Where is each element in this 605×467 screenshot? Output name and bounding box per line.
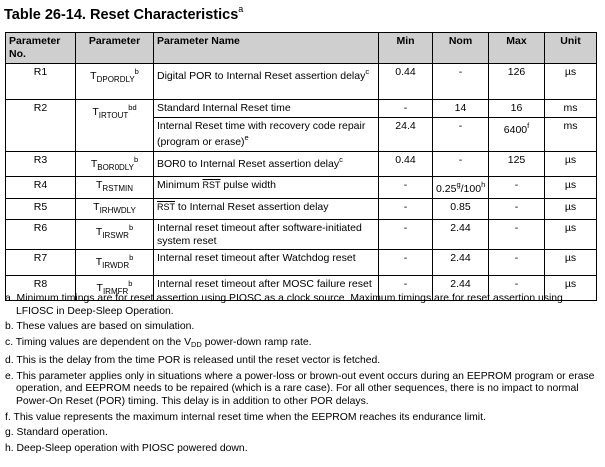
title-footnote-ref: a <box>238 4 244 14</box>
table-row-r4 <box>6 177 597 199</box>
param-unit: µs <box>545 275 597 301</box>
param-nom: 2.44 <box>433 250 489 276</box>
param-name: Minimum $\overline{RST}$ pulse width <box>154 177 379 199</box>
param-min: - <box>379 275 433 301</box>
table-title: Table 26-14. Reset Characteristics$^a$ <box>4 4 244 23</box>
param-no: R7 <box>6 250 76 276</box>
header-param-no: Parameter No. <box>6 33 76 64</box>
param-name: Standard Internal Reset time <box>154 100 379 118</box>
param-nom: 2.44 <box>433 275 489 301</box>
table-row-r3 <box>6 151 597 177</box>
param-unit: µs <box>545 151 597 177</box>
param-symbol: $T_{BOR0DLY}^b$ <box>76 151 154 177</box>
param-name: Internal Reset time with recovery code repair (program or erase)$^e$ <box>154 117 379 151</box>
param-no: R4 <box>6 177 76 199</box>
param-nom: 0.25$^g$/100$^h$ <box>433 177 489 199</box>
table-row-r7 <box>6 250 597 276</box>
param-max: 126 <box>489 64 545 100</box>
param-min: - <box>379 177 433 199</box>
table-row-r5 <box>6 198 597 220</box>
param-unit: µs <box>545 64 597 100</box>
footnotes <box>5 293 597 459</box>
param-symbol: $T_{RSTMIN}$ <box>76 177 154 199</box>
param-unit: ms <box>545 100 597 118</box>
param-symbol: $T_{IRSWR}^b$ <box>76 220 154 250</box>
header-min: Min <box>379 33 433 64</box>
footnote-a: a. Minimum timings are for reset assertion using PIOSC as a clock source. Maximum timings are for reset assertion using LFIOSC in Deep-Sleep Operation. <box>5 293 563 317</box>
param-max: 16 <box>489 100 545 118</box>
header-row <box>6 33 597 64</box>
footnote-b: b. These values are based on simulation. <box>5 321 195 333</box>
param-no: R3 <box>6 151 76 177</box>
param-max: 125 <box>489 151 545 177</box>
header-unit: Unit <box>545 33 597 64</box>
param-min: - <box>379 250 433 276</box>
param-unit: µs <box>545 198 597 220</box>
param-name: $\overline{RST}$ to Internal Reset assertion delay <box>154 198 379 220</box>
param-name: BOR0 to Internal Reset assertion delay$^c$ <box>154 151 379 177</box>
param-max: 6400$^f$ <box>489 117 545 151</box>
param-max: - <box>489 220 545 250</box>
param-min: 0.44 <box>379 151 433 177</box>
header-parameter: Parameter <box>76 33 154 64</box>
param-unit: µs <box>545 177 597 199</box>
param-nom: 14 <box>433 100 489 118</box>
param-nom: - <box>433 117 489 151</box>
param-no: R1 <box>6 64 76 100</box>
param-unit: ms <box>545 117 597 151</box>
header-parameter-name: Parameter Name <box>154 33 379 64</box>
footnote-f: f. This value represents the maximum internal reset time when the EEPROM reaches its endurance limit. <box>5 411 486 423</box>
param-unit: µs <box>545 220 597 250</box>
param-max: - <box>489 198 545 220</box>
param-symbol: $T_{IRTOUT}^{bd}$ <box>76 100 154 152</box>
footnote-g: g. Standard operation. <box>5 427 108 439</box>
table-row-r6 <box>6 220 597 250</box>
table-row-r1 <box>6 64 597 100</box>
param-name: Digital POR to Internal Reset assertion delay$^c$ <box>154 64 379 100</box>
param-nom: 0.85 <box>433 198 489 220</box>
footnote-c: c. Timing values are dependent on the $V_{DD}$ power-down ramp rate. <box>5 337 312 350</box>
param-name: Internal reset timeout after MOSC failure reset <box>154 275 379 301</box>
param-no: R5 <box>6 198 76 220</box>
param-name: Internal reset timeout after software-initiated system reset <box>154 220 379 250</box>
footnote-h: h. Deep-Sleep operation with PIOSC powered down. <box>5 443 248 455</box>
param-name: Internal reset timeout after Watchdog reset <box>154 250 379 276</box>
header-nom: Nom <box>433 33 489 64</box>
reset-characteristics-table <box>5 32 597 301</box>
param-symbol: $T_{IRHWDLY}$ <box>76 198 154 220</box>
param-no: R6 <box>6 220 76 250</box>
param-max: - <box>489 177 545 199</box>
footnote-d: d. This is the delay from the time POR is released until the reset vector is fetched. <box>5 354 381 366</box>
param-min: - <box>379 100 433 118</box>
footnote-e: e. This parameter applies only in situations where a power-loss or brown-out event occurs during an EEPROM program or erase operation, and EEPROM needs to be repaired (which is a rare case). For all other sequences, there is no impact to normal Power-On Reset (POR) timing. This delay is in addition to other POR delays. <box>5 370 595 407</box>
table-row-r2 <box>6 100 597 118</box>
param-no: R2 <box>6 100 76 152</box>
param-unit: µs <box>545 250 597 276</box>
param-symbol: $T_{DPORDLY}^b$ <box>76 64 154 100</box>
param-nom: - <box>433 64 489 100</box>
param-max: - <box>489 275 545 301</box>
param-min: 0.44 <box>379 64 433 100</box>
param-min: 24.4 <box>379 117 433 151</box>
param-symbol: $T_{IRMFR}^b$ <box>76 275 154 301</box>
header-max: Max <box>489 33 545 64</box>
param-nom: - <box>433 151 489 177</box>
param-no: R8 <box>6 275 76 301</box>
param-symbol: $T_{IRWDR}^b$ <box>76 250 154 276</box>
param-nom: 2.44 <box>433 220 489 250</box>
param-min: - <box>379 198 433 220</box>
param-max: - <box>489 250 545 276</box>
param-min: - <box>379 220 433 250</box>
